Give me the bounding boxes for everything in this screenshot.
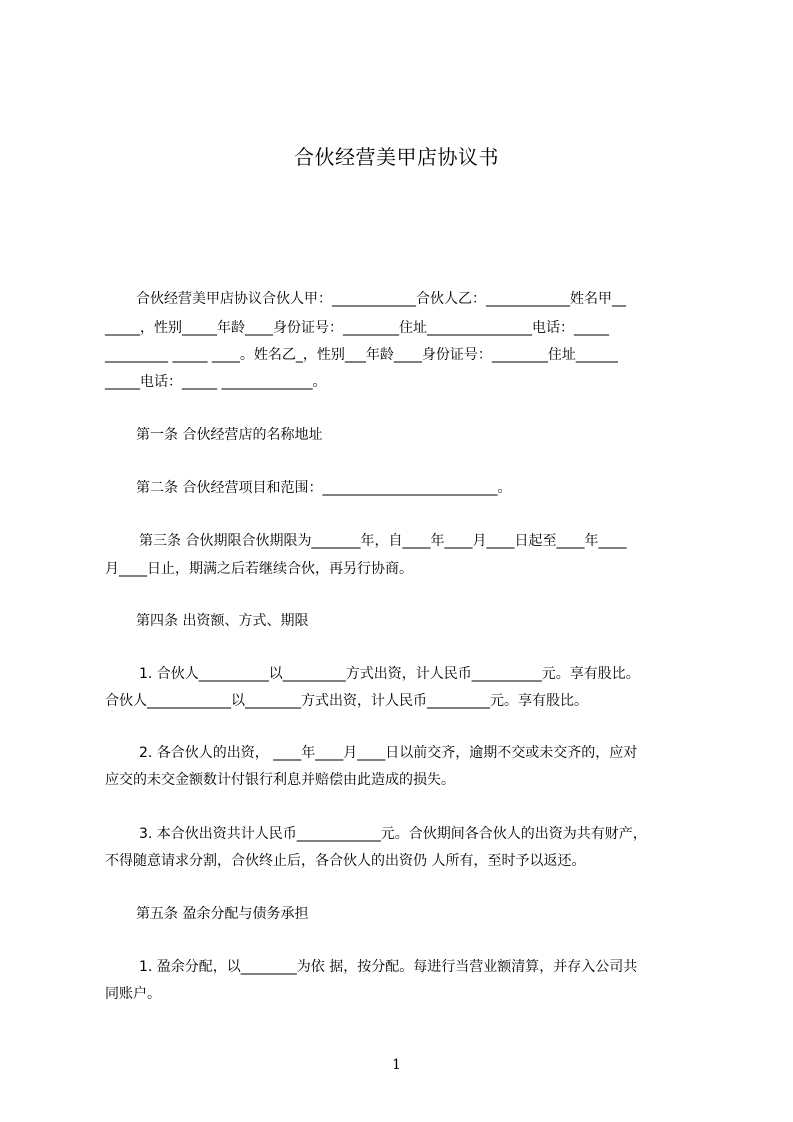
article-5-heading: 第五条 盈余分配与债务承担 bbox=[136, 906, 309, 922]
article-4-item-1-line-1: 1. 合伙人__________以_________方式出资，计人民币__________元。享有股比。 bbox=[139, 666, 640, 682]
page-number: 1 bbox=[392, 1057, 401, 1073]
article-2-heading: 第二条 合伙经营项目和范围：_________________________。 bbox=[136, 480, 512, 496]
article-4-item-2-line-2: 应交的未交金额数计付银行利息并赔偿由此造成的损失。 bbox=[105, 772, 455, 788]
article-4-item-2-line-1: 2. 各合伙人的出资， ____年____月____日以前交齐，逾期不交或未交齐的，应对 bbox=[139, 745, 638, 761]
article-5-item-1-line-1: 1. 盈余分配，以________为依 据，按分配。每进行当营业额清算，并存入公司共 bbox=[139, 959, 638, 975]
article-4-item-3-line-1: 3. 本合伙出资共计人民币____________元。合伙期间各合伙人的出资为共有财产， bbox=[139, 826, 647, 842]
article-5-item-1-line-2: 同账户。 bbox=[105, 986, 161, 1002]
document-title: 合伙经营美甲店协议书 bbox=[294, 145, 499, 169]
article-1-heading: 第一条 合伙经营店的名称地址 bbox=[136, 427, 323, 443]
article-4-item-1-line-2: 合伙人____________以________方式出资，计人民币_________元。享有股比。 bbox=[105, 693, 588, 709]
article-4-item-3-line-2: 不得随意请求分割，合伙终止后，各合伙人的出资仍 人所有，至时予以返还。 bbox=[105, 853, 586, 869]
party-line-3: _________ _____ ____。姓名乙_，性别___年龄____身份证号：________住址______ bbox=[105, 347, 618, 363]
article-4-heading: 第四条 出资额、方式、期限 bbox=[136, 613, 309, 629]
party-line-4: _____电话：_____ _____________。 bbox=[105, 374, 327, 390]
article-3-line-1: 第三条 合伙期限合伙期限为_______年，自____年____月____日起至____年____ bbox=[139, 533, 627, 549]
article-3-line-2: 月____日止，期满之后若继续合伙，再另行协商。 bbox=[105, 561, 413, 577]
party-line-2: _____，性别_____年龄____身份证号：________住址_______________电话：_____ bbox=[105, 320, 609, 336]
party-line-1: 合伙经营美甲店协议合伙人甲：____________合伙人乙：____________姓名甲__ bbox=[136, 291, 626, 307]
